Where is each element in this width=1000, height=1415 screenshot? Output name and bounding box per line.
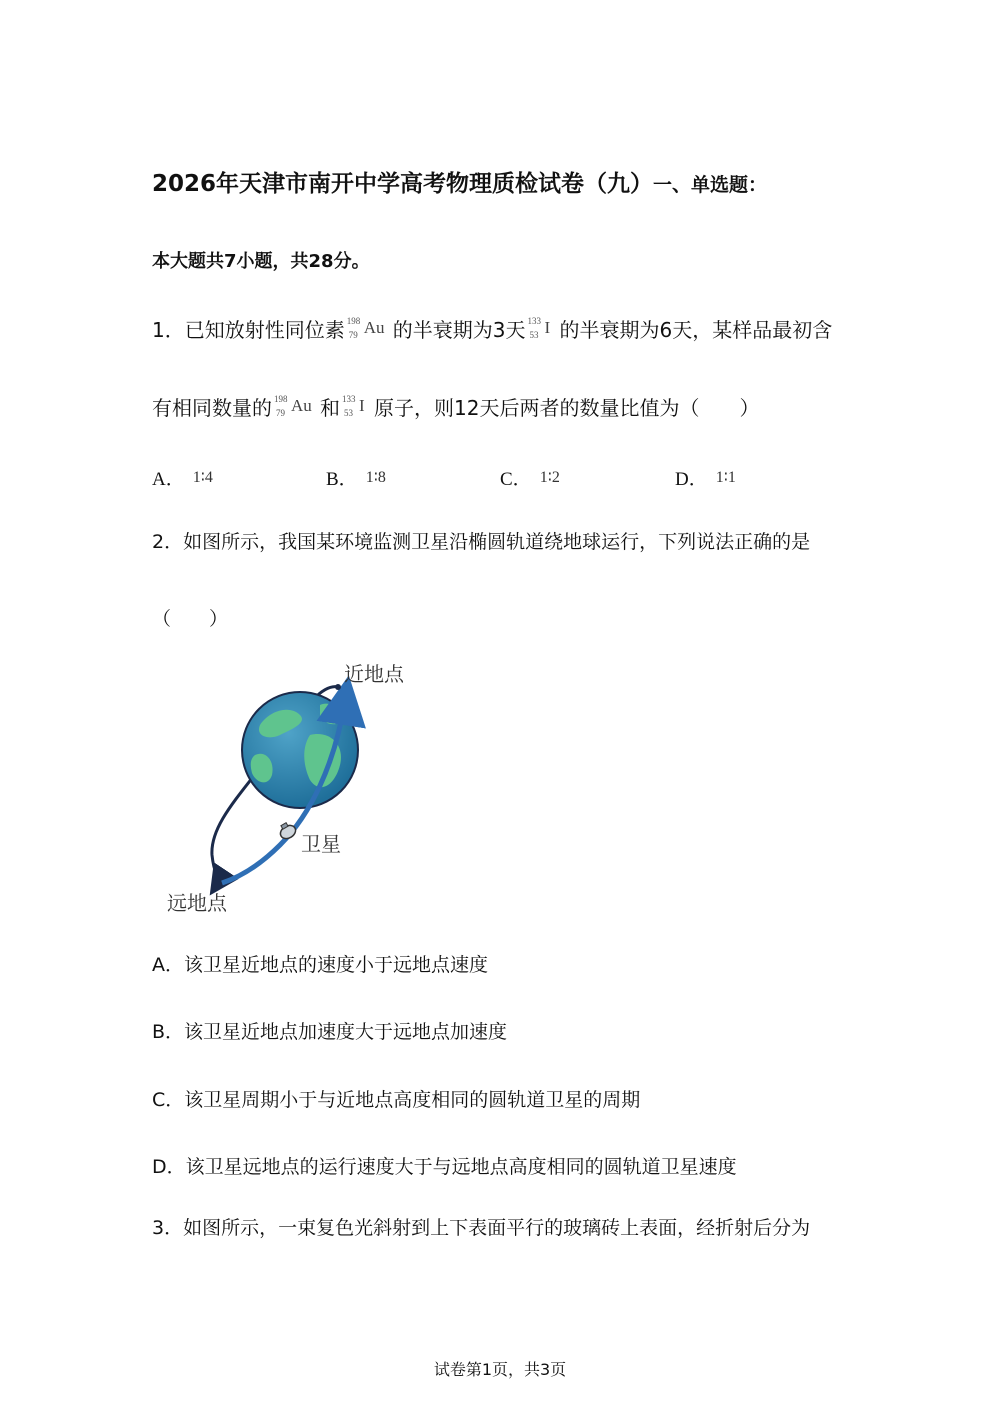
au-atomic-number-2: 79 [276, 407, 285, 418]
apogee-point [215, 876, 221, 882]
i-symbol-2: I [359, 395, 365, 415]
isotope-au [346, 315, 391, 343]
q1-text-b: 的半衰期为3天 [392, 318, 526, 342]
earth [242, 692, 358, 808]
q1-text-e: 和 [320, 396, 340, 420]
i-symbol: I [544, 317, 551, 337]
q2-option-c[interactable]: C．该卫星周期小于与近地点高度相同的圆轨道卫星的周期 [152, 1089, 641, 1111]
q1-text-f: 原子，则12天后两者的数量比值为（ ） [374, 396, 760, 420]
q1-line2 [152, 393, 760, 421]
isotope-i [527, 315, 557, 343]
isotope-au-2 [274, 393, 318, 421]
q1-option-d[interactable] [675, 464, 736, 491]
q1-option-a[interactable] [152, 464, 213, 491]
option-label: C． [500, 469, 532, 490]
au-symbol: Au [363, 317, 385, 337]
q1-text-c: 的半衰期为6天，某样品最初含 [559, 318, 833, 342]
i-atomic-number-2: 53 [344, 407, 353, 418]
exam-title [152, 173, 767, 196]
option-value: 1∶2 [539, 469, 560, 486]
perigee-point [335, 684, 341, 690]
perigee-label: 近地点 [344, 662, 404, 686]
q1-line1 [152, 315, 833, 343]
option-label: A． [152, 469, 185, 490]
option-label: D． [675, 469, 708, 490]
i-mass: 133 [527, 315, 541, 326]
au-mass: 198 [346, 315, 361, 326]
orbit-diagram [160, 655, 430, 920]
option-value: 1∶8 [365, 469, 386, 486]
q1-text-d: 有相同数量的 [152, 396, 272, 420]
au-symbol-2: Au [291, 395, 312, 415]
page-footer: 试卷第1页，共3页 [433, 1360, 567, 1379]
i-atomic-number: 53 [529, 329, 539, 340]
q2-line2: （ ） [152, 608, 229, 630]
option-value: 1∶4 [192, 469, 213, 486]
q3-line1: 3．如图所示，一束复色光斜射到上下表面平行的玻璃砖上表面，经折射后分为 [152, 1217, 811, 1239]
q1-option-c[interactable] [500, 464, 560, 491]
q2-option-a[interactable]: A．该卫星近地点的速度小于远地点速度 [152, 954, 488, 976]
apogee-label: 远地点 [167, 891, 227, 915]
orbit-figure [160, 655, 430, 920]
au-atomic-number: 79 [348, 329, 358, 340]
q1-text-a: 1．已知放射性同位素 [152, 318, 345, 342]
option-value: 1∶1 [715, 469, 736, 486]
q2-option-b[interactable]: B．该卫星近地点加速度大于远地点加速度 [152, 1021, 508, 1043]
q2-option-d[interactable]: D．该卫星远地点的运行速度大于与远地点高度相同的圆轨道卫星速度 [152, 1156, 737, 1178]
au-mass-2: 198 [274, 393, 288, 404]
q1-option-b[interactable] [326, 464, 386, 491]
i-mass-2: 133 [342, 393, 356, 404]
title-text: 2026年天津市南开中学高考物理质检试卷（九） [152, 171, 654, 197]
isotope-i-2 [342, 393, 372, 421]
section-note: 本大题共7小题，共28分。 [152, 251, 370, 272]
q2-line1: 2．如图所示，我国某环境监测卫星沿椭圆轨道绕地球运行，下列说法正确的是 [152, 531, 811, 553]
satellite-icon [277, 820, 298, 841]
section-heading: 一、单选题： [653, 174, 768, 196]
satellite-label: 卫星 [301, 832, 341, 856]
option-label: B． [326, 469, 358, 490]
